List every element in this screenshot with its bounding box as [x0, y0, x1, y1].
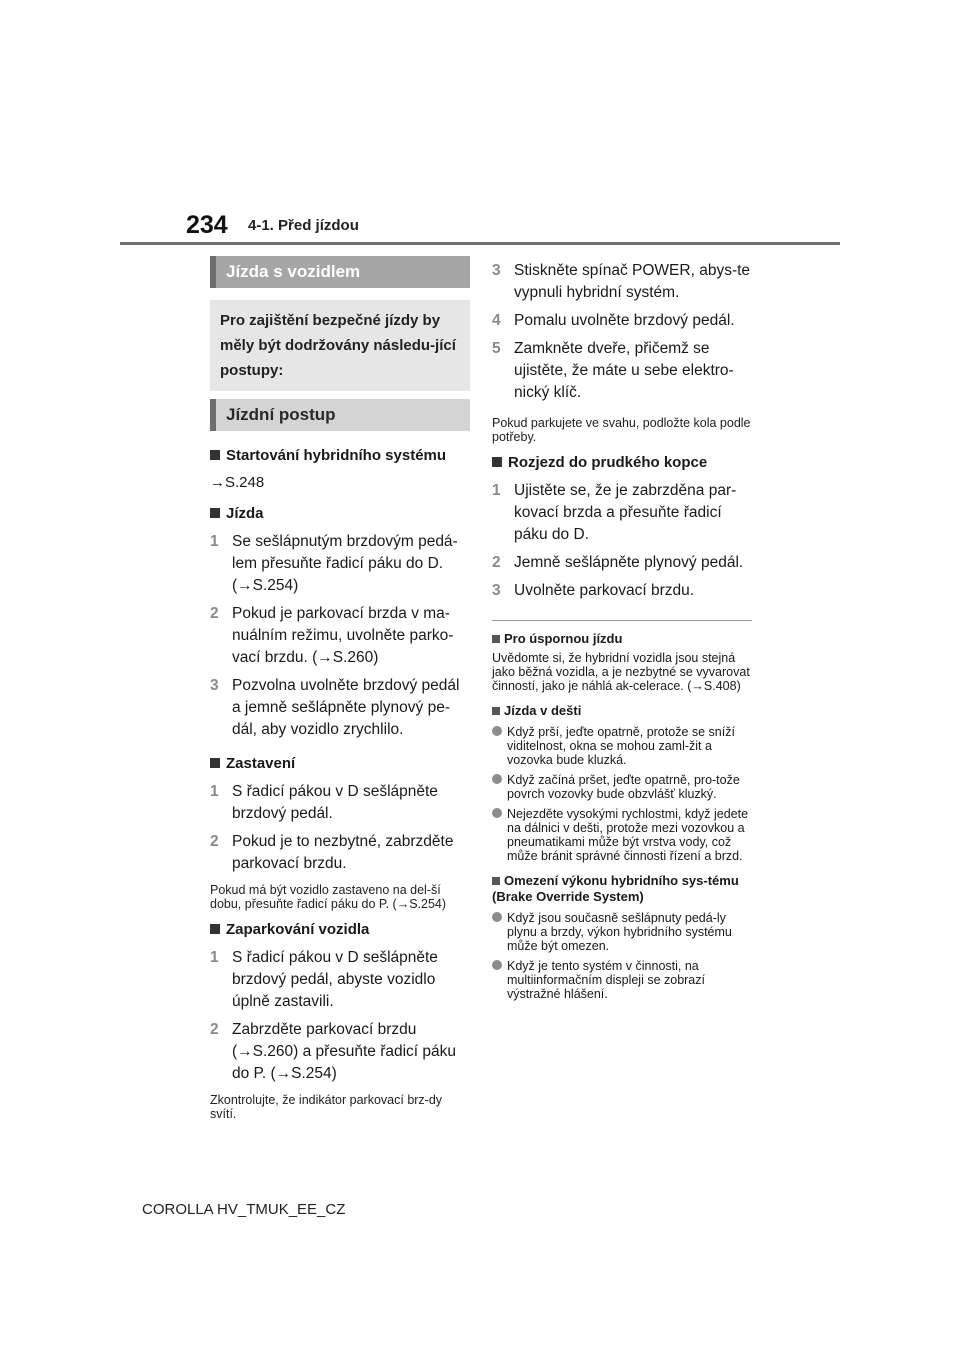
circle-bullet-icon — [492, 808, 502, 818]
step-number: 3 — [492, 582, 501, 599]
slope-note: Pokud parkujete ve svahu, podložte kola podle potřeby. — [492, 416, 751, 444]
step-number: 1 — [210, 949, 219, 966]
notes-divider — [492, 620, 752, 621]
bullet-text: Nejezděte vysokými rychlostmi, když jedete na dálnici v dešti, protože mezi vozovkou a pneumatikami může být vrstva vody, což může bránit správné činnosti řízení a brzd. — [507, 807, 749, 863]
bullet-text: Když začíná pršet, jeďte opatrně, pro-tože povrch vozovky bude obzvlášť kluzký. — [507, 773, 740, 801]
step-text: Uvolněte parkovací brzdu. — [514, 582, 695, 599]
step-text: Zabrzděte parkovací brzdu (→S.260) a přesuňte řadicí páku do P. (→S.254) — [232, 1021, 457, 1082]
step-number: 1 — [492, 482, 501, 499]
step-text: S řadicí pákou v D sešlápněte brzdový pedál. — [232, 783, 438, 822]
step-number: 2 — [210, 605, 219, 622]
heading-park: Zaparkování vozidla — [210, 919, 470, 941]
eco-text: Uvědomte si, že hybridní vozidla jsou stejná jako běžná vozidla, a je nezbytné se vyvarovat činností, jako je náhlá ak-celerace. (→S.408) — [492, 651, 750, 693]
square-bullet-icon — [210, 758, 220, 768]
step-item — [492, 310, 752, 332]
square-bullet-icon — [210, 450, 220, 460]
circle-bullet-icon — [492, 726, 502, 736]
bullet-item — [492, 773, 752, 801]
step-item — [210, 831, 470, 875]
step-text: Pokud je parkovací brzda v ma-nuálním režimu, uvolněte parko-vací brzdu. (→S.260) — [232, 605, 454, 666]
step-item — [492, 260, 752, 304]
step-text: Ujistěte se, že je zabrzděna par-kovací brzda a přesuňte řadicí páku do D. — [514, 482, 737, 543]
step-number: 3 — [210, 677, 219, 694]
step-number: 5 — [492, 340, 501, 357]
bullet-text: Když prší, jeďte opatrně, protože se sníží viditelnost, okna se mohou zaml-žit a vozovka bude kluzká. — [507, 725, 735, 767]
step-text: Pozvolna uvolněte brzdový pedál a jemně sešlápněte plynový pe-dál, aby vozidlo zrychlilo. — [232, 677, 460, 738]
step-text: Pokud je to nezbytné, zabrzděte parkovací brzdu. — [232, 833, 454, 872]
circle-bullet-icon — [492, 774, 502, 784]
section-band-driving: Jízda s vozidlem — [210, 256, 470, 288]
footer-model: COROLLA HV_TMUK_EE_CZ — [142, 1201, 346, 1218]
heading-hill: Rozjezd do prudkého kopce — [492, 452, 752, 474]
heading-rain: Jízda v dešti — [492, 703, 752, 719]
stop-note: Pokud má být vozidlo zastaveno na del-ší dobu, přesuňte řadicí páku do P. (→S.254) — [210, 883, 447, 911]
intro-box: Pro zajištění bezpečné jízdy by měly být dodržovány následu-jící postupy: — [210, 300, 470, 391]
left-column — [210, 256, 470, 1121]
step-number: 2 — [492, 554, 501, 571]
section-label: 4-1. Před jízdou — [248, 217, 359, 234]
step-number: 1 — [210, 783, 219, 800]
heading-eco: Pro úspornou jízdu — [492, 631, 752, 647]
step-item — [210, 781, 470, 825]
step-text: Se sešlápnutým brzdovým pedá-lem přesuňte řadicí páku do D. (→S.254) — [232, 533, 458, 594]
step-item — [210, 1019, 470, 1085]
step-number: 4 — [492, 312, 501, 329]
bullet-text: Když jsou současně sešlápnuty pedá-ly plynu a brzdy, výkon hybridního systému může být omezen. — [507, 911, 732, 953]
step-item — [210, 531, 470, 597]
square-bullet-icon — [492, 877, 500, 885]
step-text: Zamkněte dveře, přičemž se ujistěte, že máte u sebe elektro-nický klíč. — [514, 340, 734, 401]
heading-limit: Omezení výkonu hybridního sys-tému (Brake Override System) — [492, 873, 739, 904]
circle-bullet-icon — [492, 960, 502, 970]
step-text: Pomalu uvolněte brzdový pedál. — [514, 312, 735, 329]
park-note: Zkontrolujte, že indikátor parkovací brz-dy svítí. — [210, 1093, 443, 1121]
heading-stop: Zastavení — [210, 753, 470, 775]
step-item — [492, 580, 752, 602]
square-bullet-icon — [210, 508, 220, 518]
step-number: 2 — [210, 1021, 219, 1038]
heading-start: Startování hybridního systému — [210, 445, 470, 467]
step-item — [492, 480, 752, 546]
bullet-item — [492, 725, 752, 767]
step-number: 1 — [210, 533, 219, 550]
header-rule — [120, 242, 840, 245]
square-bullet-icon — [492, 457, 502, 467]
step-number: 3 — [492, 262, 501, 279]
bullet-item — [492, 807, 752, 863]
step-item — [210, 675, 470, 741]
bullet-text: Když je tento systém v činnosti, na multiinformačním displeji se zobrazí výstražné hlášení. — [507, 959, 705, 1001]
bullet-item — [492, 959, 752, 1001]
step-text: Stiskněte spínač POWER, abys-te vypnuli hybridní systém. — [514, 262, 751, 301]
step-item — [210, 947, 470, 1013]
right-column — [492, 256, 752, 1001]
heading-drive: Jízda — [210, 503, 470, 525]
step-text: Jemně sešlápněte plynový pedál. — [514, 554, 744, 571]
page-number: 234 — [186, 211, 228, 239]
step-item — [492, 552, 752, 574]
bullet-item — [492, 911, 752, 953]
circle-bullet-icon — [492, 912, 502, 922]
section-band-procedure: Jízdní postup — [210, 399, 470, 431]
step-item — [492, 338, 752, 404]
step-item — [210, 603, 470, 669]
square-bullet-icon — [492, 635, 500, 643]
step-text: S řadicí pákou v D sešlápněte brzdový pedál, abyste vozidlo úplně zastavili. — [232, 949, 438, 1010]
step-number: 2 — [210, 833, 219, 850]
ref-start[interactable]: →S.248 — [210, 474, 265, 491]
square-bullet-icon — [492, 707, 500, 715]
square-bullet-icon — [210, 924, 220, 934]
